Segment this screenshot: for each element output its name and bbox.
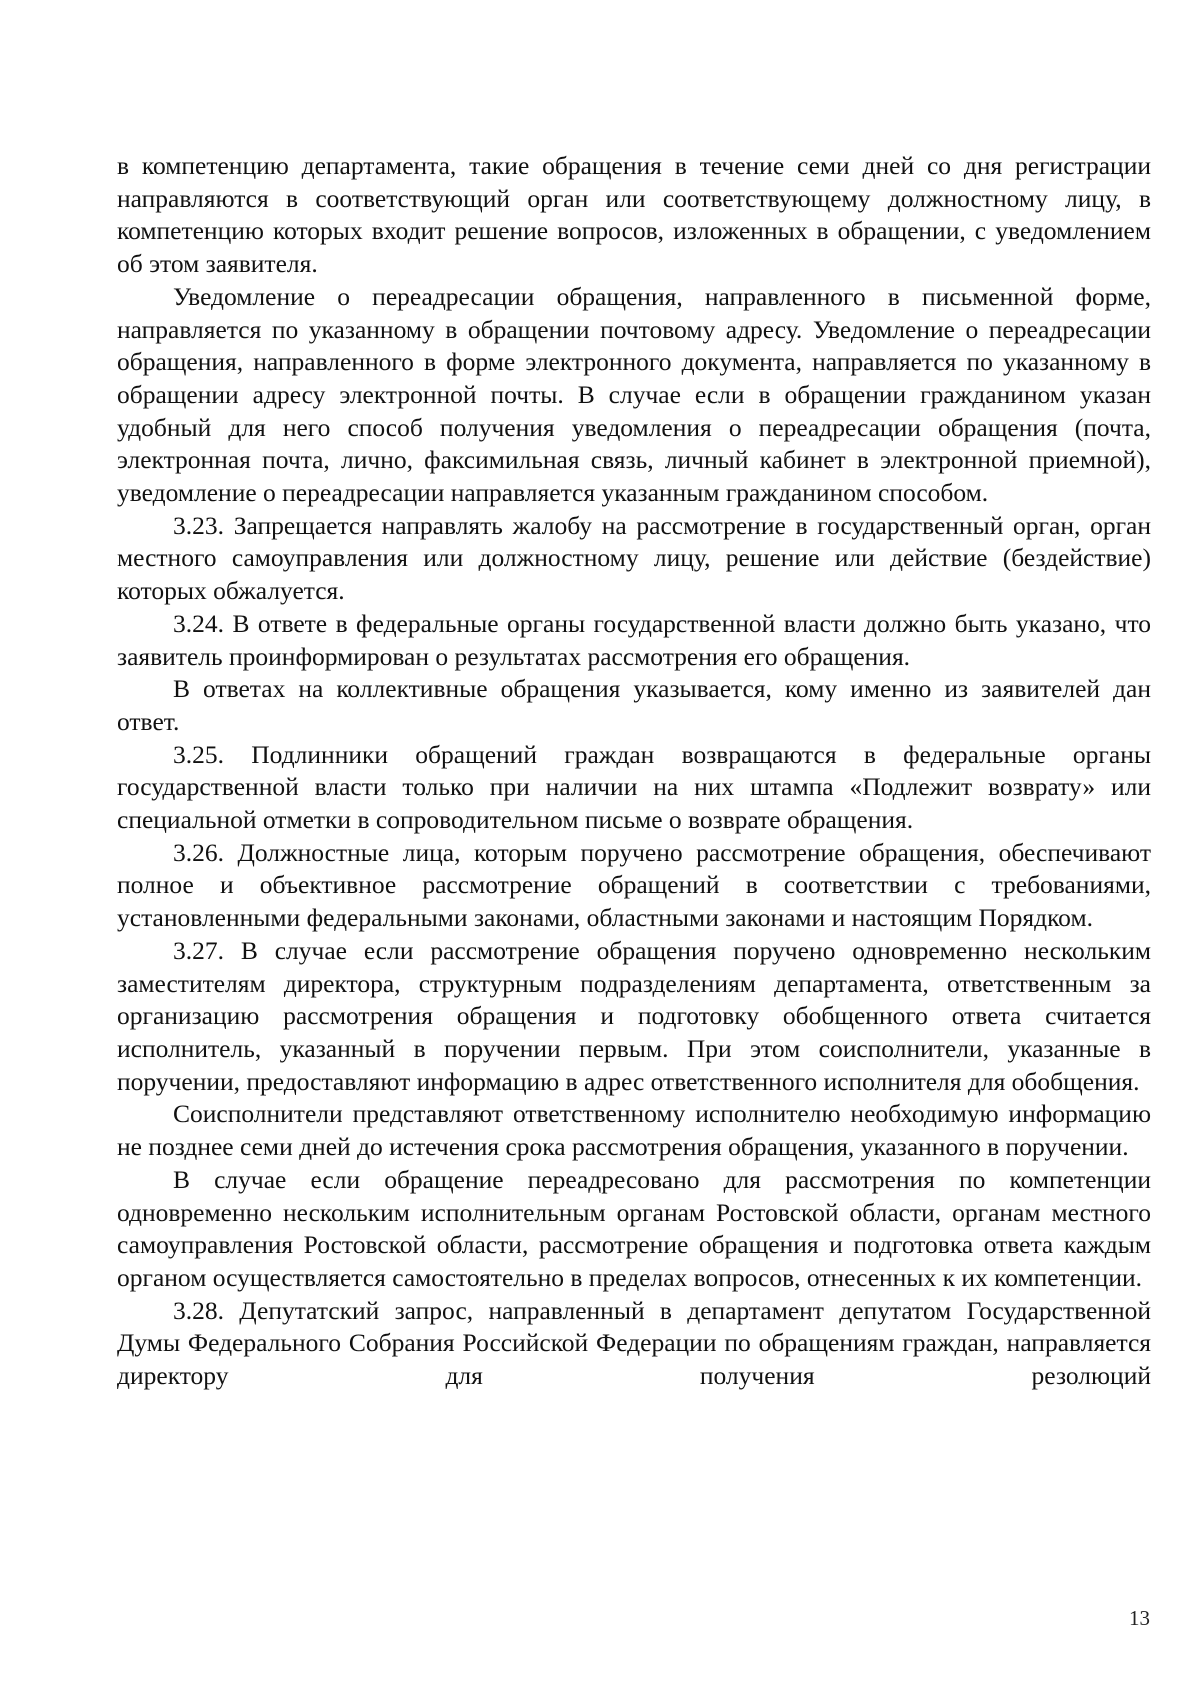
paragraph-co-executors: Соисполнители представляют ответственному исполнителю необходимую информацию не позднее семи дней до истечения срока рассмотрения обращения, указанного в поручении. (117, 1099, 1151, 1162)
paragraph-3-24: 3.24. В ответе в федеральные органы государственной власти должно быть указано, что заявитель проинформирован о результатах рассмотрения его обращения. (117, 608, 1151, 671)
paragraph-3-25: 3.25. Подлинники обращений граждан возвращаются в федеральные органы государственной власти только при наличии на них штампа «Подлежит возврату» или специальной отметки в сопроводительном письме о возврате обращения. (117, 739, 1151, 835)
paragraph-3-23: 3.23. Запрещается направлять жалобу на рассмотрение в государственный орган, орган местного самоуправления или должностному лицу, решение или действие (бездействие) которых обжалуется. (117, 510, 1151, 606)
paragraph-continuation: в компетенцию департамента, такие обращения в течение семи дней со дня регистрации направляются в соответствующий орган или соответствующему должностному лицу, в компетенцию которых входит решение вопросов, изложенных в обращении, с уведомлением об этом заявителя. (117, 151, 1151, 279)
paragraph-readdress-notice: Уведомление о переадресации обращения, направленного в письменной форме, направляется по указанному в обращении почтовому адресу. Уведомление о переадресации обращения, направленного в форме электронного документа, направляется по указанному в обращении адресу электронной почты. В случае если в обращении гражданином указан удобный для него способ получения уведомления о переадресации обращения (почта, электронная почта, лично, факсимильная связь, личный кабинет в электронной приемной), уведомление о переадресации направляется указанным гражданином способом. (117, 281, 1151, 508)
body-text (117, 150, 1151, 1393)
paragraph-3-28: 3.28. Депутатский запрос, направленный в департамент депутатом Государственной Думы Федерального Собрания Российской Федерации по обращениям граждан, направляется директору для получения резолюций (117, 1295, 1151, 1391)
paragraph-3-26: 3.26. Должностные лица, которым поручено рассмотрение обращения, обеспечивают полное и объективное рассмотрение обращений в соответствии с требованиями, установленными федеральными законами, областными законами и настоящим Порядком. (117, 837, 1151, 933)
paragraph-multiple-bodies: В случае если обращение переадресовано для рассмотрения по компетенции одновременно нескольким исполнительным органам Ростовской области, органам местного самоуправления Ростовской области, рассмотрение обращения и подготовка ответа каждым органом осуществляется самостоятельно в пределах вопросов, отнесенных к их компетенции. (117, 1164, 1151, 1292)
page-number: 13 (1129, 1606, 1150, 1630)
paragraph-collective-answers: В ответах на коллективные обращения указывается, кому именно из заявителей дан ответ. (117, 674, 1151, 736)
paragraph-3-27: 3.27. В случае если рассмотрение обращения поручено одновременно нескольким заместителям директора, структурным подразделениям департамента, ответственным за организацию рассмотрения обращения и подготовку обобщенного ответа считается исполнитель, указанный в поручении первым. При этом соисполнители, указанные в поручении, предоставляют информацию в адрес ответственного исполнителя для обобщения. (117, 935, 1151, 1096)
